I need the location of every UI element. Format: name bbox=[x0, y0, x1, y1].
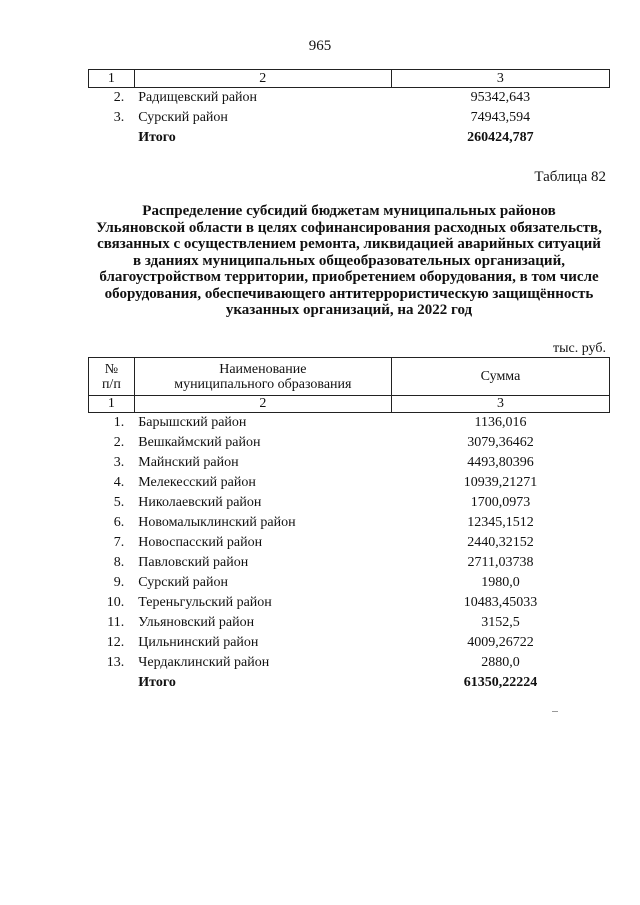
row-number: 9. bbox=[113, 574, 125, 590]
district-name: Радищевский район bbox=[138, 89, 258, 105]
amount: 3152,5 bbox=[481, 614, 520, 630]
amount: 12345,1512 bbox=[467, 514, 534, 530]
district-name: Сурский район bbox=[138, 574, 228, 590]
table-row bbox=[89, 633, 610, 653]
table-row bbox=[89, 593, 610, 613]
table-row bbox=[89, 473, 610, 493]
subsidy-table bbox=[88, 357, 610, 693]
district-name: Мелекесский район bbox=[138, 474, 256, 490]
amount: 2880,0 bbox=[481, 654, 520, 670]
row-number: 2. bbox=[113, 89, 125, 105]
units-label: тыс. руб. bbox=[553, 341, 606, 356]
total-label: Итого bbox=[138, 129, 176, 145]
row-number: 2. bbox=[113, 434, 125, 450]
row-number: 11. bbox=[107, 614, 125, 630]
total-label: Итого bbox=[138, 674, 176, 690]
district-name: Тереньгульский район bbox=[138, 594, 272, 610]
column-number-2: 2 bbox=[134, 70, 391, 88]
amount: 74943,594 bbox=[470, 109, 531, 125]
scan-mark bbox=[552, 711, 558, 712]
table-label: Таблица 82 bbox=[534, 169, 606, 185]
district-name: Николаевский район bbox=[138, 494, 262, 510]
district-name: Новоспасский район bbox=[138, 534, 263, 550]
district-name: Цильнинский район bbox=[138, 634, 259, 650]
amount: 10939,21271 bbox=[463, 474, 538, 490]
amount: 1980,0 bbox=[481, 574, 520, 590]
district-name: Барышский район bbox=[138, 414, 247, 430]
table-row bbox=[89, 613, 610, 633]
table-row bbox=[89, 453, 610, 473]
row-number: 1. bbox=[113, 414, 125, 430]
amount: 4493,80396 bbox=[467, 454, 534, 470]
table-row bbox=[89, 653, 610, 673]
row-number: 3. bbox=[113, 454, 125, 470]
page-number: 965 bbox=[308, 38, 332, 54]
column-number-1: 1 bbox=[89, 396, 135, 413]
table-row bbox=[89, 553, 610, 573]
number-header-line1: № bbox=[104, 361, 119, 377]
table-row bbox=[89, 513, 610, 533]
continued-table bbox=[88, 69, 610, 148]
total-row bbox=[89, 673, 610, 693]
row-number: 4. bbox=[113, 474, 125, 490]
name-header-line2: муниципального образования bbox=[174, 376, 352, 392]
amount: 4009,26722 bbox=[467, 634, 534, 650]
column-number-row bbox=[89, 396, 610, 413]
district-name: Новомалыклинский район bbox=[138, 514, 296, 530]
amount: 95342,643 bbox=[470, 89, 531, 105]
district-name: Майнский район bbox=[138, 454, 239, 470]
name-column-header bbox=[134, 358, 391, 396]
table-row bbox=[89, 533, 610, 553]
column-number-2: 2 bbox=[134, 396, 391, 413]
name-header-line1: Наименование bbox=[219, 361, 307, 377]
table-row bbox=[89, 433, 610, 453]
table-row bbox=[89, 413, 610, 433]
number-column-header bbox=[89, 358, 135, 396]
district-name: Ульяновский район bbox=[138, 614, 255, 630]
table-row bbox=[89, 573, 610, 593]
row-number: 13. bbox=[106, 654, 125, 670]
row-number: 6. bbox=[113, 514, 125, 530]
row-number: 8. bbox=[113, 554, 125, 570]
column-number-1: 1 bbox=[89, 70, 135, 88]
table-row bbox=[89, 108, 610, 128]
table-row bbox=[89, 493, 610, 513]
column-number-3: 3 bbox=[391, 396, 609, 413]
row-number: 5. bbox=[113, 494, 125, 510]
district-name: Вешкаймский район bbox=[138, 434, 261, 450]
column-number-3: 3 bbox=[391, 70, 609, 88]
total-value: 260424,787 bbox=[467, 129, 534, 145]
amount: 3079,36462 bbox=[467, 434, 534, 450]
total-row bbox=[89, 128, 610, 148]
total-value: 61350,22224 bbox=[463, 674, 538, 690]
number-header-line2: п/п bbox=[101, 376, 121, 392]
row-number: 10. bbox=[106, 594, 125, 610]
district-name: Чердаклинский район bbox=[138, 654, 270, 670]
row-number: 12. bbox=[106, 634, 125, 650]
district-name: Сурский район bbox=[138, 109, 228, 125]
amount: 2711,03738 bbox=[467, 554, 534, 570]
sum-column-header: Сумма bbox=[391, 358, 609, 396]
row-number: 7. bbox=[113, 534, 125, 550]
district-name: Павловский район bbox=[138, 554, 249, 570]
column-number-row bbox=[89, 70, 610, 88]
table-row bbox=[89, 88, 610, 108]
row-number: 3. bbox=[113, 109, 125, 125]
table-title: Распределение субсидий бюджетам муниципальных районов Ульяновской области в целях софинансирования расходных обязательств, связанных с осуществлением ремонта, ликвидацией аварийных ситуаций в зданиях муниципальных общеобразовательных организаций, благоустройством территории, приобретением оборудования, в том числе оборудования, обеспечивающего антитеррористическую защищённость указанных организаций, на 2022 год bbox=[96, 203, 602, 318]
amount: 10483,45033 bbox=[463, 594, 538, 610]
amount: 1136,016 bbox=[474, 414, 527, 430]
header-row bbox=[89, 358, 610, 396]
amount: 2440,32152 bbox=[467, 534, 534, 550]
table-body bbox=[89, 413, 610, 673]
amount: 1700,0973 bbox=[470, 494, 531, 510]
